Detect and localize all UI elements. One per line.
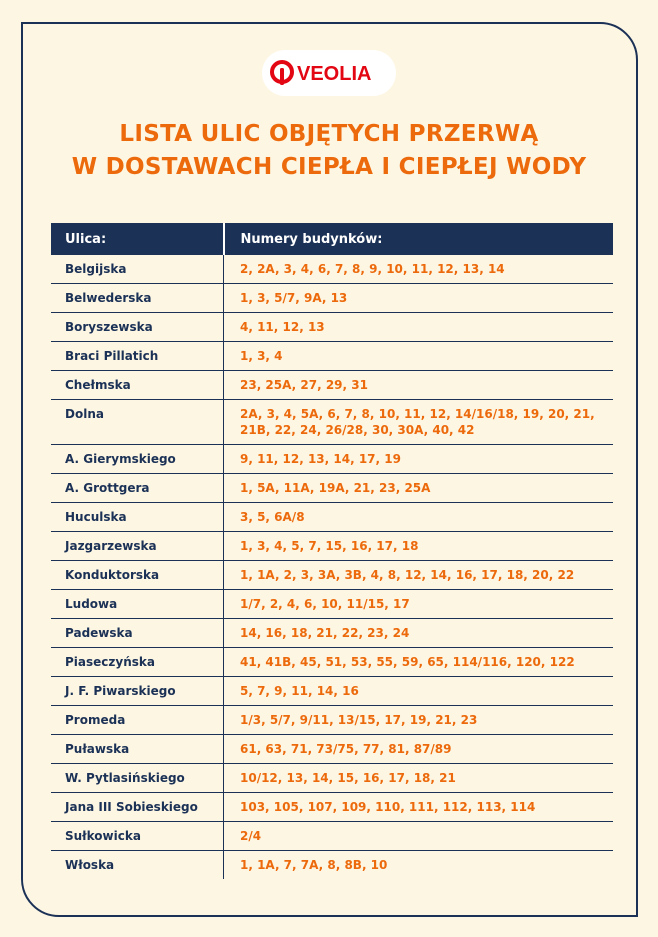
table-row [51, 532, 613, 561]
building-numbers: 23, 25A, 27, 29, 31 [224, 371, 614, 400]
street-name: Belgijska [51, 255, 224, 284]
table-row [51, 313, 613, 342]
street-name: Sułkowicka [51, 822, 224, 851]
street-name: Belwederska [51, 284, 224, 313]
table-header-row [51, 223, 613, 255]
table-row [51, 474, 613, 503]
table-row [51, 561, 613, 590]
building-numbers: 1, 3, 4 [224, 342, 614, 371]
building-numbers: 14, 16, 18, 21, 22, 23, 24 [224, 619, 614, 648]
table-row [51, 371, 613, 400]
street-name: Ludowa [51, 590, 224, 619]
table-row [51, 851, 613, 880]
street-name: Jana III Sobieskiego [51, 793, 224, 822]
streets-table [51, 223, 613, 879]
building-numbers: 1/7, 2, 4, 6, 10, 11/15, 17 [224, 590, 614, 619]
building-numbers: 1, 3, 5/7, 9A, 13 [224, 284, 614, 313]
table-row [51, 735, 613, 764]
table-row [51, 590, 613, 619]
street-name: A. Gierymskiego [51, 445, 224, 474]
building-numbers: 103, 105, 107, 109, 110, 111, 112, 113, 114 [224, 793, 614, 822]
veolia-logo-mark [268, 58, 390, 88]
table-row [51, 648, 613, 677]
header-street: Ulica: [51, 223, 224, 255]
veolia-logo-text: VEOLIA [297, 63, 372, 85]
street-name: Puławska [51, 735, 224, 764]
page-title [0, 118, 658, 184]
street-name: Boryszewska [51, 313, 224, 342]
table-row [51, 284, 613, 313]
table-row [51, 619, 613, 648]
building-numbers: 2A, 3, 4, 5A, 6, 7, 8, 10, 11, 12, 14/16/18, 19, 20, 21, 21B, 22, 24, 26/28, 30, 30A, 40, 42 [224, 400, 614, 445]
street-name: Włoska [65, 858, 115, 872]
table-row [51, 706, 613, 735]
table-row [51, 445, 613, 474]
table-row [51, 342, 613, 371]
street-name: Dolna [51, 400, 224, 445]
street-name: Braci Pillatich [51, 342, 224, 371]
building-numbers: 41, 41B, 45, 51, 53, 55, 59, 65, 114/116, 120, 122 [224, 648, 614, 677]
street-name: Promeda [51, 706, 224, 735]
street-name: W. Pytlasińskiego [51, 764, 224, 793]
building-numbers: 9, 11, 12, 13, 14, 17, 19 [224, 445, 614, 474]
building-numbers: 2, 2A, 3, 4, 6, 7, 8, 9, 10, 11, 12, 13, 14 [224, 255, 614, 284]
table-row [51, 677, 613, 706]
building-numbers: 1, 1A, 7, 7A, 8, 8B, 10 [224, 851, 614, 880]
table-row [51, 822, 613, 851]
street-name: Jazgarzewska [51, 532, 224, 561]
building-numbers: 5, 7, 9, 11, 14, 16 [224, 677, 614, 706]
building-numbers: 10/12, 13, 14, 15, 16, 17, 18, 21 [224, 764, 614, 793]
street-name: Huculska [51, 503, 224, 532]
building-numbers: 61, 63, 71, 73/75, 77, 81, 87/89 [224, 735, 614, 764]
building-numbers: 3, 5, 6A/8 [224, 503, 614, 532]
street-name: Padewska [51, 619, 224, 648]
table-row [51, 255, 613, 284]
street-name: Piaseczyńska [51, 648, 224, 677]
header-numbers: Numery budynków: [224, 223, 614, 255]
street-name: Chełmska [51, 371, 224, 400]
veolia-logo [262, 50, 396, 96]
street-name: Konduktorska [51, 561, 224, 590]
building-numbers: 1/3, 5/7, 9/11, 13/15, 17, 19, 21, 23 [224, 706, 614, 735]
table-row [51, 400, 613, 445]
title-line-2: W DOSTAWACH CIEPŁA I CIEPŁEJ WODY [71, 154, 587, 180]
table-row [51, 503, 613, 532]
building-numbers: 2/4 [224, 822, 614, 851]
street-name: A. Grottgera [51, 474, 224, 503]
street-name: J. F. Piwarskiego [51, 677, 224, 706]
table-row [51, 764, 613, 793]
table-row [51, 793, 613, 822]
building-numbers: 1, 3, 4, 5, 7, 15, 16, 17, 18 [224, 532, 614, 561]
building-numbers: 1, 5A, 11A, 19A, 21, 23, 25A [224, 474, 614, 503]
building-numbers: 1, 1A, 2, 3, 3A, 3B, 4, 8, 12, 14, 16, 17, 18, 20, 22 [224, 561, 614, 590]
title-line-1: LISTA ULIC OBJĘTYCH PRZERWĄ [119, 121, 539, 147]
building-numbers: 4, 11, 12, 13 [224, 313, 614, 342]
table-body [51, 255, 613, 879]
